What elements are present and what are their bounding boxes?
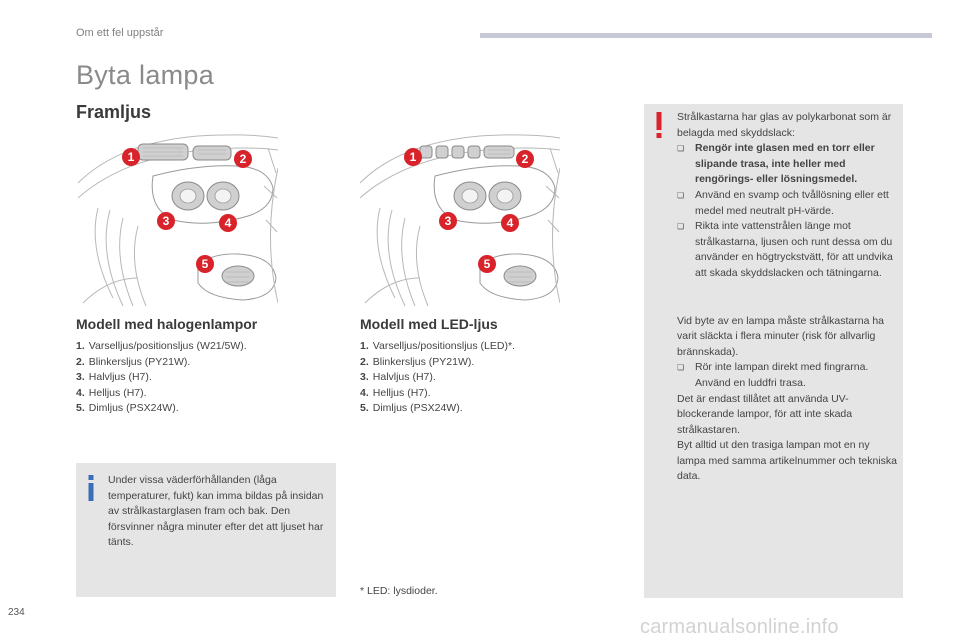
callout-4 [501,214,519,232]
halogen-bulb-list [76,339,247,417]
svg-text:3: 3 [162,214,170,228]
warning-box [644,104,903,598]
list-item: ❏ Rör inte lampan direkt med fingrarna. Använd en luddfri trasa. [677,360,897,391]
halogen-model-title: Modell med halogenlampor [76,316,258,332]
callout-5 [478,255,496,273]
checkbox-bullet-icon: ❏ [677,144,685,154]
warning-paragraph: Det är endast tillåtet att använda UV-blockerande lampor, för att inte skada strålkastaren. [677,392,853,436]
warning-icon [654,112,664,138]
list-item: 1. Varselljus/positionsljus (LED)*. [360,340,515,352]
list-item: ❏ Rengör inte glasen med en torr eller slipande trasa, inte heller med rengörings- eller lösningsmedel. [677,141,897,188]
svg-text:4: 4 [224,216,232,230]
warning-intro: Strålkastarna har glas av polykarbonat som är belagda med skyddslack: [677,111,892,139]
led-bulb-list [360,339,515,417]
page-title: Byta lampa [76,60,215,90]
list-item: 4. Helljus (H7). [76,386,147,399]
callout-2 [234,150,252,168]
list-item: 1. Varselljus/positionsljus (W21/5W). [76,340,247,352]
callout-1 [122,148,140,166]
header-bar [480,33,932,38]
list-item: 3. Halvljus (H7). [360,371,436,383]
svg-text:3: 3 [444,214,452,228]
svg-text:5: 5 [201,257,209,271]
checkbox-bullet-icon: ❏ [677,190,685,200]
callout-5 [196,255,214,273]
list-item: 2. Blinkersljus (PY21W). [360,355,475,368]
callout-2 [516,150,534,168]
checkbox-bullet-icon: ❏ [677,222,685,232]
callout-4 [219,214,237,232]
watermark: carmanualsonline.info [640,616,839,638]
info-text: Under vissa väderförhållanden (låga temperaturer, fukt) kan imma bildas på insidan av strålkastarglasen fram och bak. Den försvinner några minuter efter det att ljuset har tänts. [108,474,324,548]
warning-paragraph: Byt alltid ut den trasiga lampan mot en ny lampa med samma artikelnummer och tekniska data. [677,439,897,483]
svg-text:1: 1 [409,150,417,164]
list-item: 5. Dimljus (PSX24W). [360,402,463,414]
section-label: Om ett fel uppstår [76,27,164,39]
callout-1 [404,148,422,166]
checkbox-bullet-icon: ❏ [677,363,685,373]
svg-text:1: 1 [127,150,135,164]
footnote: * LED: lysdioder. [360,585,438,597]
callout-3 [157,212,175,230]
led-model-title: Modell med LED-ljus [360,316,498,332]
info-icon [86,475,96,501]
info-box [76,463,336,597]
svg-text:5: 5 [483,257,491,271]
led-headlamp-illustration [360,128,560,308]
list-item: 2. Blinkersljus (PY21W). [76,355,191,368]
svg-text:4: 4 [506,216,514,230]
section-subtitle: Framljus [76,102,152,122]
list-item: 5. Dimljus (PSX24W). [76,402,179,414]
list-item: ❏ Rikta inte vattenstrålen länge mot strålkastarna, ljusen och runt dessa om du använder en högtryckstvätt, för att undvika att skada skyddslacken och tätningarna. [677,219,897,281]
list-item: 3. Halvljus (H7). [76,371,152,383]
halogen-headlamp-illustration [78,128,278,308]
svg-text:2: 2 [521,152,529,166]
list-item: 4. Helljus (H7). [360,386,431,399]
page-number: 234 [8,607,25,618]
warning-paragraph: Vid byte av en lampa måste strålkastarna ha varit släckta i flera minuter (risk för allvarlig brännskada). [677,314,885,358]
svg-text:2: 2 [239,152,247,166]
list-item: ❏ Använd en svamp och tvållösning eller ett medel med neutralt pH-värde. [677,188,897,219]
callout-3 [439,212,457,230]
